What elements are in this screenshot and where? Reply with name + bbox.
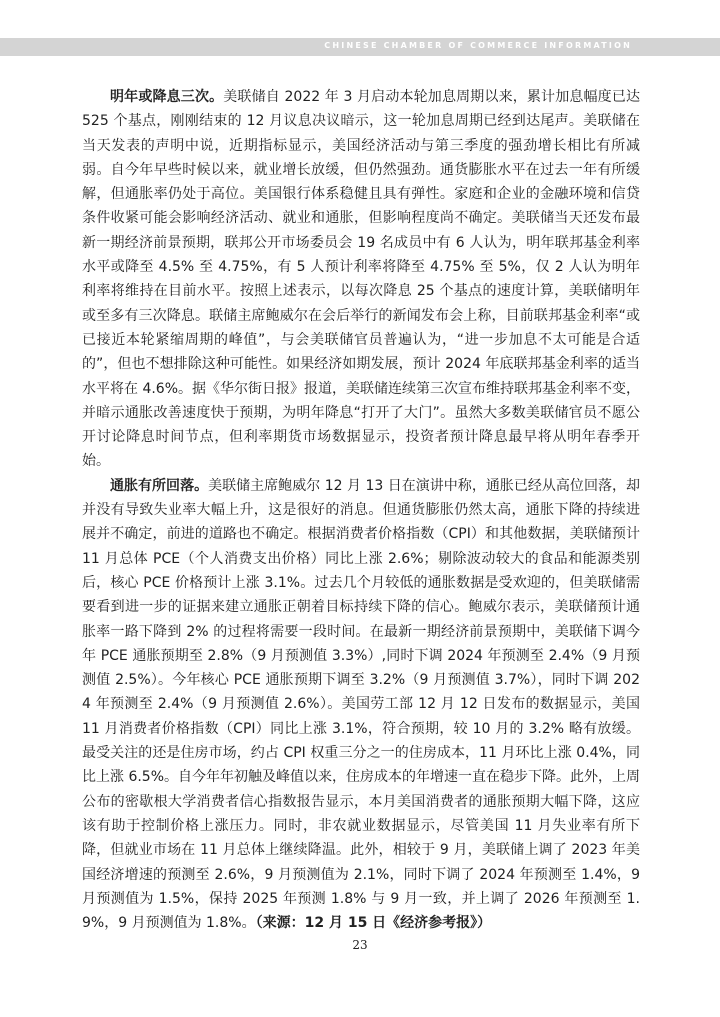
- source-citation: （来源：12 月 15 日《经济参考报》）: [255, 915, 492, 932]
- paragraph-rate-cuts: [82, 85, 640, 474]
- paragraph-lead: 通胀有所回落。: [110, 477, 209, 494]
- paragraph-inflation: [82, 474, 640, 936]
- header-title: CHINESE CHAMBER OF COMMERCE INFORMATION: [324, 41, 632, 50]
- paragraph-lead: 明年或降息三次。: [110, 89, 224, 105]
- paragraph-text: 美联储主席鲍威尔 12 月 13 日在演讲中称，通胀已经从高位回落，却并没有导致失业率大幅上升，这是很好的消息。但通货膨胀仍然太高，通胀下降的持续进展并不确定，前进的道路也不确定。根据消费者价格指数（CPI）和其他数据，美联储预计 11 月总体 PCE（个人消费支出价格）同比上涨 2.6%；剔除波动较大的食品和能源类别后，核心 PCE 价格预计上涨 3.1%。过去几个月较低的通胀数据是受欢迎的，但美联储需要看到进一步的证据来建立通胀正朝着目标持续下降的信心。鲍威尔表示，美联储预计通胀率一路下降到 2% 的过程将需要一段时间。在最新一期经济前景预期中，美联储下调今年 PCE 通胀预期至 2.8%（9 月预测值 3.3%）,同时下调 2024 年预测至 2.4%（9 月预测值 2.5%）。今年核心 PCE 通胀预期下调至 3.2%（9 月预测值 3.7%），同时下调 2024 年预测至 2.4%（9 月预测值 2.6%）。美国劳工部 12 月 12 日发布的数据显示，美国 11 月消费者价格指数（CPI）同比上涨 3.1%，符合预期，较 10 月的 3.2% 略有放缓。最受关注的还是住房市场，约占 CPI 权重三分之一的住房成本，11 月环比上涨 0.4%，同比上涨 6.5%。自今年年初触及峰值以来，住房成本的年增速一直在稳步下降。此外，上周公布的密歇根大学消费者信心指数报告显示，本月美国消费者的通胀预期大幅下降，这应该有助于控制价格上涨压力。同时，非农就业数据显示，尽管美国 11 月失业率有所下降，但就业市场在 11 月总体上继续降温。此外，相较于 9 月，美联储上调了 2023 年美国经济增速的预测至 2.6%，9 月预测值为 2.1%，同时下调了 2024 年预测至 1.4%，9 月预测值为 1.5%，保持 2025 年预测 1.8% 与 9 月一致，并上调了 2026 年预测至 1.9%，9 月预测值为 1.8%。: [82, 477, 641, 932]
- paragraph-text: 美联储自 2022 年 3 月启动本轮加息周期以来，累计加息幅度已达 525 个基点，刚刚结束的 12 月议息决议暗示，这一轮加息周期已经到达尾声。美联储在当天发表的声明中说，近期指标显示，美国经济活动与第三季度的强劲增长相比有所减弱。自今年早些时候以来，就业增长放缓，但仍然强劲。通货膨胀水平在过去一年有所缓解，但通胀率仍处于高位。美国银行体系稳健且具有弹性。家庭和企业的金融环境和信贷条件收紧可能会影响经济活动、就业和通胀，但影响程度尚不确定。美联储当天还发布最新一期经济前景预期，联邦公开市场委员会 19 名成员中有 6 人认为，明年联邦基金利率水平或降至 4.5% 至 4.75%，有 5 人预计利率将降至 4.75% 至 5%，仅 2 人认为明年利率将维持在目前水平。按照上述表示，以每次降息 25 个基点的速度计算，美联储明年或至多有三次降息。联储主席鲍威尔在会后举行的新闻发布会上称，目前联邦基金利率“或已接近本轮紧缩周期的峰值”，与会美联储官员普遍认为，“进一步加息不太可能是合适的”，但也不想排除这种可能性。如果经济如期发展，预计 2024 年底联邦基金利率的适当水平将在 4.6%。据《华尔街日报》报道，美联储连续第三次宣布维持联邦基金利率不变，并暗示通胀改善速度快于预期，为明年降息“打开了大门”。虽然大多数美联储官员不愿公开讨论降息时间节点，但利率期货市场数据显示，投资者预计降息最早将从明年春季开始。: [82, 89, 641, 470]
- page-number: 23: [352, 938, 368, 952]
- article-body: [82, 85, 640, 935]
